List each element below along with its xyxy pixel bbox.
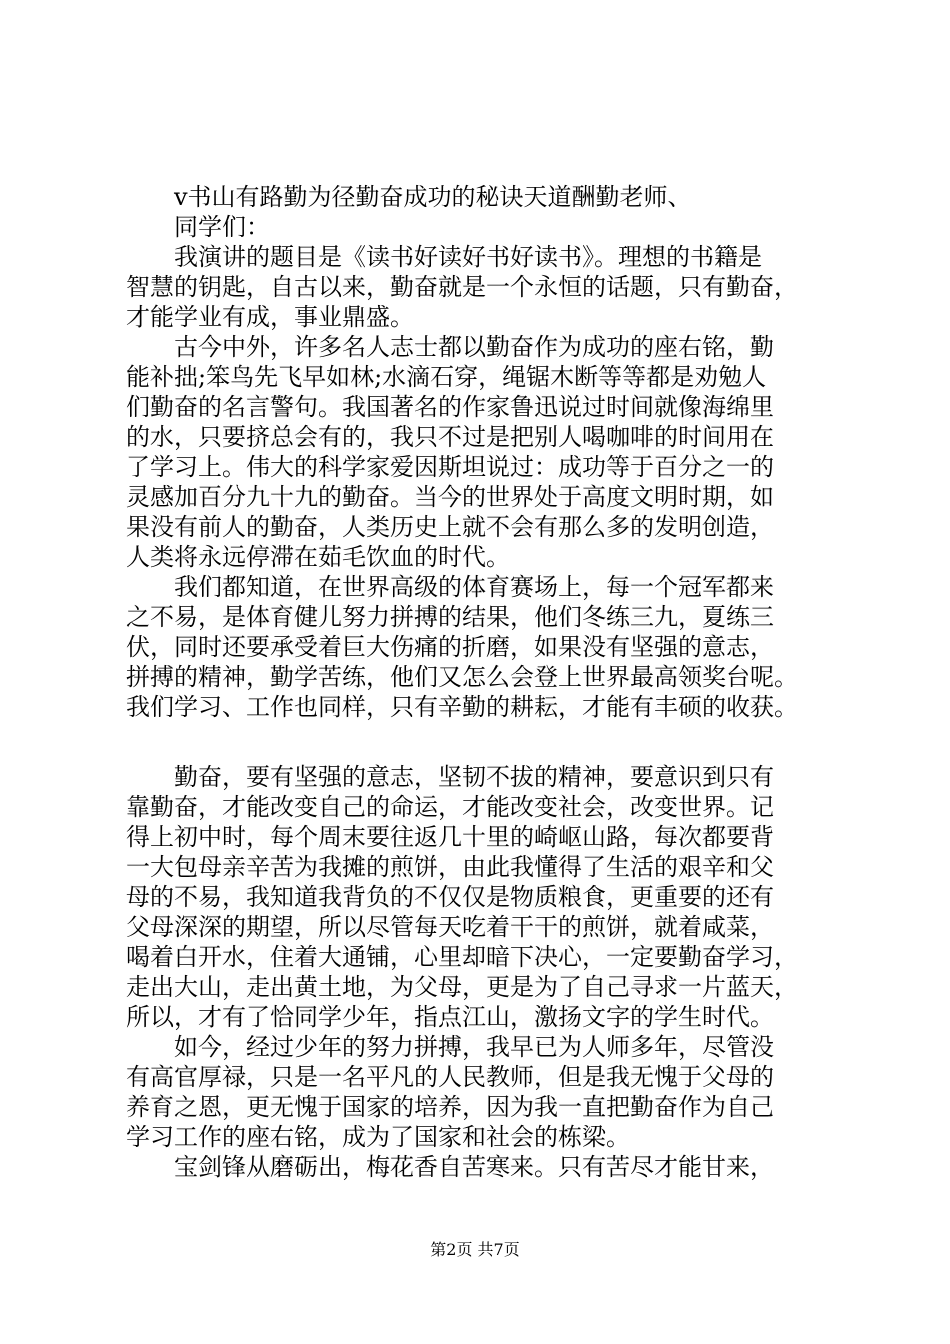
text-line: 灵感加百分九十九的勤奋。当今的世界处于高度文明时期，如 [126,483,774,511]
text-line: 了学习上。伟大的科学家爱因斯坦说过：成功等于百分之一的 [126,453,774,481]
text-line: 智慧的钥匙，自古以来，勤奋就是一个永恒的话题，只有勤奋， [126,273,798,301]
text-line: 们勤奋的名言警句。我国著名的作家鲁迅说过时间就像海绵里 [126,393,774,421]
text-line: 我们学习、工作也同样，只有辛勤的耕耘，才能有丰硕的收获。 [126,693,798,721]
text-line: 我们都知道，在世界高级的体育赛场上，每一个冠军都来 [174,573,774,601]
text-line: 之不易，是体育健儿努力拼搏的结果，他们冬练三九，夏练三 [126,603,774,631]
text-line: 我演讲的题目是《读书好读好书好读书》。理想的书籍是 [174,243,762,271]
text-line: v书山有路勤为径勤奋成功的秘诀天道酬勤老师、 [174,183,692,211]
text-line: 能补拙;笨鸟先飞早如林;水滴石穿，绳锯木断等等都是劝勉人 [126,363,767,391]
text-line: 古今中外，许多名人志士都以勤奋作为成功的座右铭，勤 [174,333,774,361]
text-line: 伏，同时还要承受着巨大伤痛的折磨，如果没有坚强的意志， [126,633,774,661]
text-line: 拼搏的精神，勤学苦练，他们又怎么会登上世界最高领奖台呢。 [126,663,798,691]
page-footer: 第2页 共7页 [430,1240,520,1259]
text-line: 勤奋，要有坚强的意志，坚韧不拔的精神，要意识到只有 [174,763,774,791]
text-line: 所以，才有了恰同学少年，指点江山，激扬文字的学生时代。 [126,1003,774,1031]
text-line: 如今，经过少年的努力拼搏，我早已为人师多年，尽管没 [174,1033,774,1061]
text-line: 果没有前人的勤奋，人类历史上就不会有那么多的发明创造， [126,513,774,541]
text-line: 父母深深的期望，所以尽管每天吃着干干的煎饼，就着咸菜， [126,913,774,941]
text-line: 得上初中时，每个周末要往返几十里的崎岖山路，每次都要背 [126,823,774,851]
paragraph-gap [126,722,838,762]
text-line: 喝着白开水，住着大通铺，心里却暗下决心，一定要勤奋学习， [126,943,798,971]
text-line: 有高官厚禄，只是一名平凡的人民教师，但是我无愧于父母的 [126,1063,774,1091]
text-line: 养育之恩，更无愧于国家的培养，因为我一直把勤奋作为自己 [126,1093,774,1121]
text-line: 靠勤奋，才能改变自己的命运，才能改变社会，改变世界。记 [126,793,774,821]
text-line: 的水，只要挤总会有的，我只不过是把别人喝咖啡的时间用在 [126,423,774,451]
text-line: 宝剑锋从磨砺出，梅花香自苦寒来。只有苦尽才能甘来， [174,1153,774,1181]
text-line: 一大包母亲辛苦为我摊的煎饼，由此我懂得了生活的艰辛和父 [126,853,774,881]
text-line: 人类将永远停滞在茹毛饮血的时代。 [126,543,510,571]
text-line: 走出大山，走出黄土地，为父母，更是为了自己寻求一片蓝天， [126,973,798,1001]
text-line: 学习工作的座右铭，成为了国家和社会的栋梁。 [126,1123,630,1151]
text-line: 才能学业有成，事业鼎盛。 [126,303,414,331]
text-line: 母的不易，我知道我背负的不仅仅是物质粮食，更重要的还有 [126,883,774,911]
text-line: 同学们： [174,213,270,241]
document-body [126,182,838,1182]
